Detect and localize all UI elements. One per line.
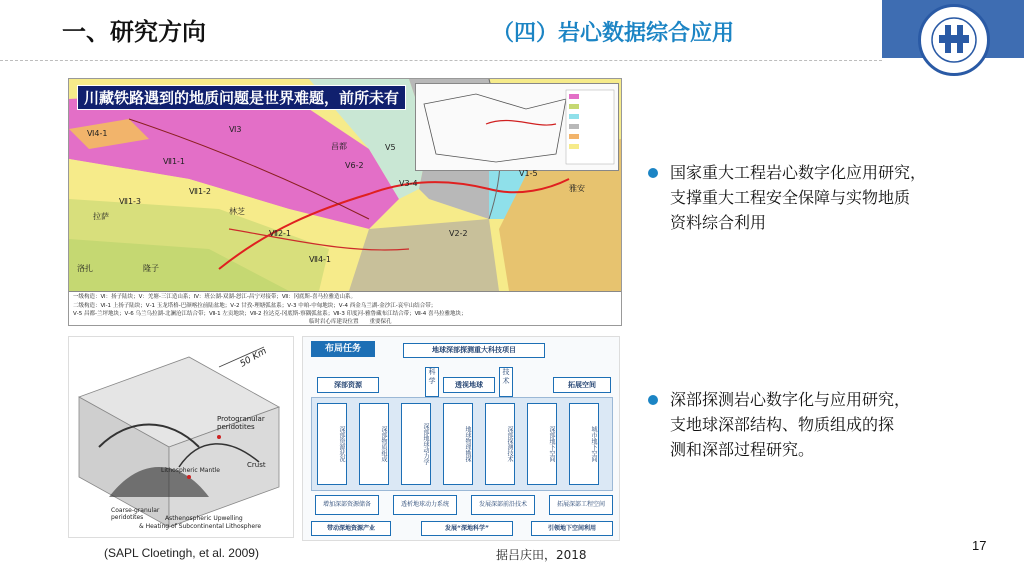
upwelling-label: Asthenospheric Upwelling [165,515,243,522]
flow-footer: 发展“深地科学” [421,521,513,536]
flow-footer: 引领地下空间利用 [531,521,613,536]
protogranular-label: Protogranular peridotites [217,415,265,431]
place-label: 洛扎 [77,264,93,273]
header-divider [0,60,882,61]
unit-label: Ⅶ1-1 [163,157,186,166]
flow-center: 透视地球 [443,377,495,393]
bullet-line: 资料综合利用 [670,213,767,232]
flow-science: 科学 [425,367,439,397]
flow-column: 深部资源状况 [317,403,347,485]
flow-outcome: 增加深部资源储备 [315,495,379,515]
heating-label: & Heating of Subcontinental Lithosphere [139,523,262,530]
crust-label: Crust [247,461,266,469]
map-inset [415,83,619,171]
deep-exploration-flowchart [302,336,620,541]
unit-label: Ⅴ2-2 [449,229,468,238]
legend-line: 临时岩心库建设位置 重要保孔 [309,319,392,325]
citation-right: 据吕庆田，2018 [496,548,587,562]
bullet-dot-icon [648,395,658,405]
bullet-line: 测和深部过程研究。 [670,440,815,459]
bullet-item [648,387,988,462]
unit-label: Ⅴ6-2 [345,161,364,170]
flow-branch-left: 深部资源 [317,377,379,393]
flow-outcome: 拓展深部工程空间 [549,495,613,515]
bullet-line: 支地球深部结构、物质组成的探 [670,415,895,434]
bullet-line: 国家重大工程岩心数字化应用研究， [670,163,927,182]
place-label: 拉萨 [93,212,109,221]
legend-line: 二级构造：Ⅵ-1 上扬子陆块；Ⅴ-1 玉龙塔格-巴颜喀拉前陆盆地；Ⅴ-2 甘孜-理塘弧盆系；Ⅴ-3 中咱-中甸地块；Ⅴ-4 西金乌兰湖-金沙江-哀牢山结合带； [73,303,437,309]
mantle-label: Lithospheric Mantle [161,467,220,474]
citation-left: (SAPL Cloetingh, et al. 2009) [104,546,259,560]
slide-subtitle: （四）岩心数据综合应用 [492,21,735,46]
place-label: 雅安 [569,184,585,193]
legend-line: Ⅴ-5 昌都-兰坪地块；Ⅴ-6 乌兰乌拉湖-北澜沧江结合带；Ⅶ-1 左贡地块；Ⅶ-2 拉达克-冈底斯-察隅弧盆系；Ⅶ-3 印度河-雅鲁藏布江结合带；Ⅶ-4 喜马拉雅地块； [73,311,467,317]
coarse-label: Coarse-granular peridotites [111,507,160,521]
unit-label: Ⅶ1-3 [119,197,142,206]
flow-outcome: 发展深部前沿技术 [471,495,535,515]
flow-column: 深部探测技术 [485,403,515,485]
flow-tech: 技术 [499,367,513,397]
lithosphere-diagram [68,336,294,538]
bullet-item [648,160,988,235]
place-label: 林芝 [229,207,245,216]
geological-map [68,78,622,326]
unit-label: Ⅶ2-1 [269,229,292,238]
legend-line: 一级构造：Ⅵ：扬子陆块；Ⅴ：羌塘-三江造山系；Ⅳ：班公湖-双湖-怒江-昌宁对接带；Ⅶ：冈底斯-喜马拉雅造山系。 [73,294,356,300]
bullet-line: 支撑重大工程安全保障与实物地质 [670,188,911,207]
flow-column: 深部物质组成 [359,403,389,485]
depth-label: 50 Km [238,346,269,370]
flow-column: 深部地球动力学 [401,403,431,485]
map-caption: 川藏铁路遇到的地质问题是世界难题，前所未有 [77,85,406,110]
place-label: 隆子 [143,264,159,273]
bullet-dot-icon [648,168,658,178]
inset-map-figure [416,84,618,170]
flow-column: 深部地下空间 [527,403,557,485]
unit-label: Ⅴ5 [385,143,396,152]
map-legend [69,291,621,326]
unit-label: Ⅶ4-1 [309,255,332,264]
page-number: 17 [972,538,987,553]
cgs-emblem-icon [921,7,987,73]
flow-outcome: 透析地球动力系统 [393,495,457,515]
flow-branch-right: 拓展空间 [553,377,611,393]
flow-top: 地球深部探测重大科技项目 [403,343,545,358]
unit-label: Ⅵ3 [229,125,242,134]
bullet-line: 深部探测岩心数字化与应用研究， [670,390,911,409]
unit-label: Ⅵ4-1 [87,129,108,138]
cgs-logo [918,4,990,76]
flow-footer: 带动深地资源产业 [311,521,391,536]
flow-tag: 布局任务 [311,341,375,357]
flow-column: 城市地下空间 [569,403,599,485]
unit-label: Ⅴ3-4 [399,179,418,188]
section-title: 一、研究方向 [62,18,206,46]
unit-label: Ⅶ1-2 [189,187,212,196]
unit-label: Ⅴ1-5 [519,169,538,178]
place-label: 昌都 [331,142,347,151]
flow-column: 地球物理勘探 [443,403,473,485]
